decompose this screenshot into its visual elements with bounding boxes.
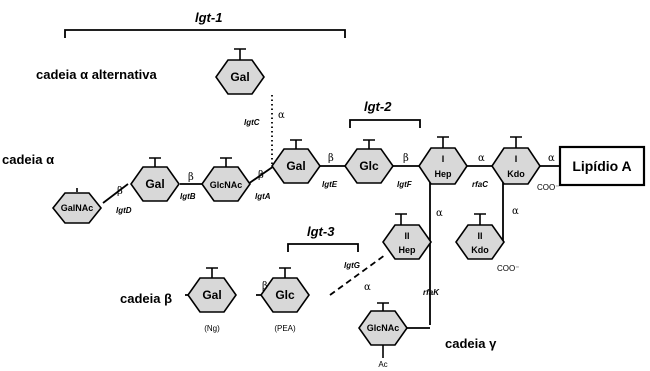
annotation-ac: Ac xyxy=(378,360,388,369)
bracket-lgt3 xyxy=(288,224,358,252)
annotation-pea: (PEA) xyxy=(274,324,296,333)
sugar-glcnac-1 xyxy=(202,158,250,201)
sugar-hep-1-label: Hep xyxy=(434,169,452,179)
sugar-gal-1-label: Gal xyxy=(145,177,165,191)
linkage-beta-6: β xyxy=(262,281,268,292)
linkage-alpha-1: α xyxy=(478,153,485,164)
sugar-hep-2 xyxy=(383,214,431,259)
sugar-gal-beta xyxy=(188,268,236,312)
bracket-lgt1 xyxy=(65,10,345,38)
sugar-kdo-1 xyxy=(492,137,540,184)
sugar-kdo-2-num: II xyxy=(477,231,483,241)
chain-label-gamma: cadeia γ xyxy=(445,336,497,351)
gene-lgtD: lgtD xyxy=(116,206,132,215)
sugar-glc-1-label: Glc xyxy=(359,159,379,173)
linkage-alpha-2: α xyxy=(548,153,555,164)
sugar-glc-1 xyxy=(345,140,393,183)
chain-label-beta: cadeia β xyxy=(120,291,173,306)
sugar-glcnac-gamma-label: GlcNAc xyxy=(366,323,400,333)
linkage-beta-1: β xyxy=(117,186,123,197)
sugar-hep-2-num: II xyxy=(404,231,410,241)
bracket-lgt1-label: lgt-1 xyxy=(195,10,223,25)
sugar-galnac-label: GalNAc xyxy=(60,203,94,213)
linkage-alpha-4: α xyxy=(436,208,443,219)
sugar-gal-1 xyxy=(131,158,179,201)
linkage-alpha-6: α xyxy=(364,282,371,293)
gene-lgtC: lgtC xyxy=(244,118,260,127)
bracket-lgt2 xyxy=(350,99,420,128)
sugar-glc-beta xyxy=(261,268,309,312)
sugar-gal-beta-label: Gal xyxy=(202,288,222,302)
gene-lgtE: lgtE xyxy=(322,180,338,189)
gene-lgtF: lgtF xyxy=(397,180,412,189)
gene-lgtA: lgtA xyxy=(255,192,271,201)
linkage-beta-2: β xyxy=(188,172,194,183)
bracket-lgt3-label: lgt-3 xyxy=(307,224,335,239)
sugar-hep-1 xyxy=(419,137,467,184)
annotation-ng: (Ng) xyxy=(204,324,220,333)
linkage-beta-4: β xyxy=(328,153,334,164)
sugar-kdo-1-label: Kdo xyxy=(507,169,525,179)
sugar-kdo-2-label: Kdo xyxy=(471,245,489,255)
linkage-beta-3: β xyxy=(258,170,264,181)
sugar-kdo-1-num: I xyxy=(514,154,518,164)
linkage-alpha-3: α xyxy=(278,110,285,121)
sugar-hep-2-label: Hep xyxy=(398,245,416,255)
linkage-alpha-5: α xyxy=(512,206,519,217)
sugar-hep-1-num: I xyxy=(441,154,445,164)
sugar-gal-2-label: Gal xyxy=(286,159,306,173)
sugar-glc-beta-label: Glc xyxy=(275,288,295,302)
chain-label-alpha: cadeia α xyxy=(2,152,55,167)
sugar-gal-2 xyxy=(272,140,320,183)
lipid-a-box xyxy=(560,147,644,185)
annotation-coo-1: COO⁻ xyxy=(537,183,560,192)
sugar-gal-top-label: Gal xyxy=(230,70,250,84)
sugar-glcnac-gamma xyxy=(359,303,407,358)
gene-lgtG: lgtG xyxy=(344,261,360,270)
sugar-galnac xyxy=(53,188,101,223)
bond-galnac-gal xyxy=(103,184,128,203)
sugar-gal-top xyxy=(216,49,264,94)
gene-rfaK: rfaK xyxy=(423,288,440,297)
chain-label-alpha-alternative: cadeia α alternativa xyxy=(36,67,157,82)
lipid-a-label: Lipídio A xyxy=(572,158,632,174)
gene-rfaC: rfaC xyxy=(472,180,489,189)
sugar-kdo-2 xyxy=(456,214,504,259)
sugar-glcnac-1-label: GlcNAc xyxy=(209,180,243,190)
gene-lgtB: lgtB xyxy=(180,192,196,201)
annotation-coo-2: COO⁻ xyxy=(497,264,520,273)
linkage-beta-5: β xyxy=(403,153,409,164)
bracket-lgt2-label: lgt-2 xyxy=(364,99,392,114)
